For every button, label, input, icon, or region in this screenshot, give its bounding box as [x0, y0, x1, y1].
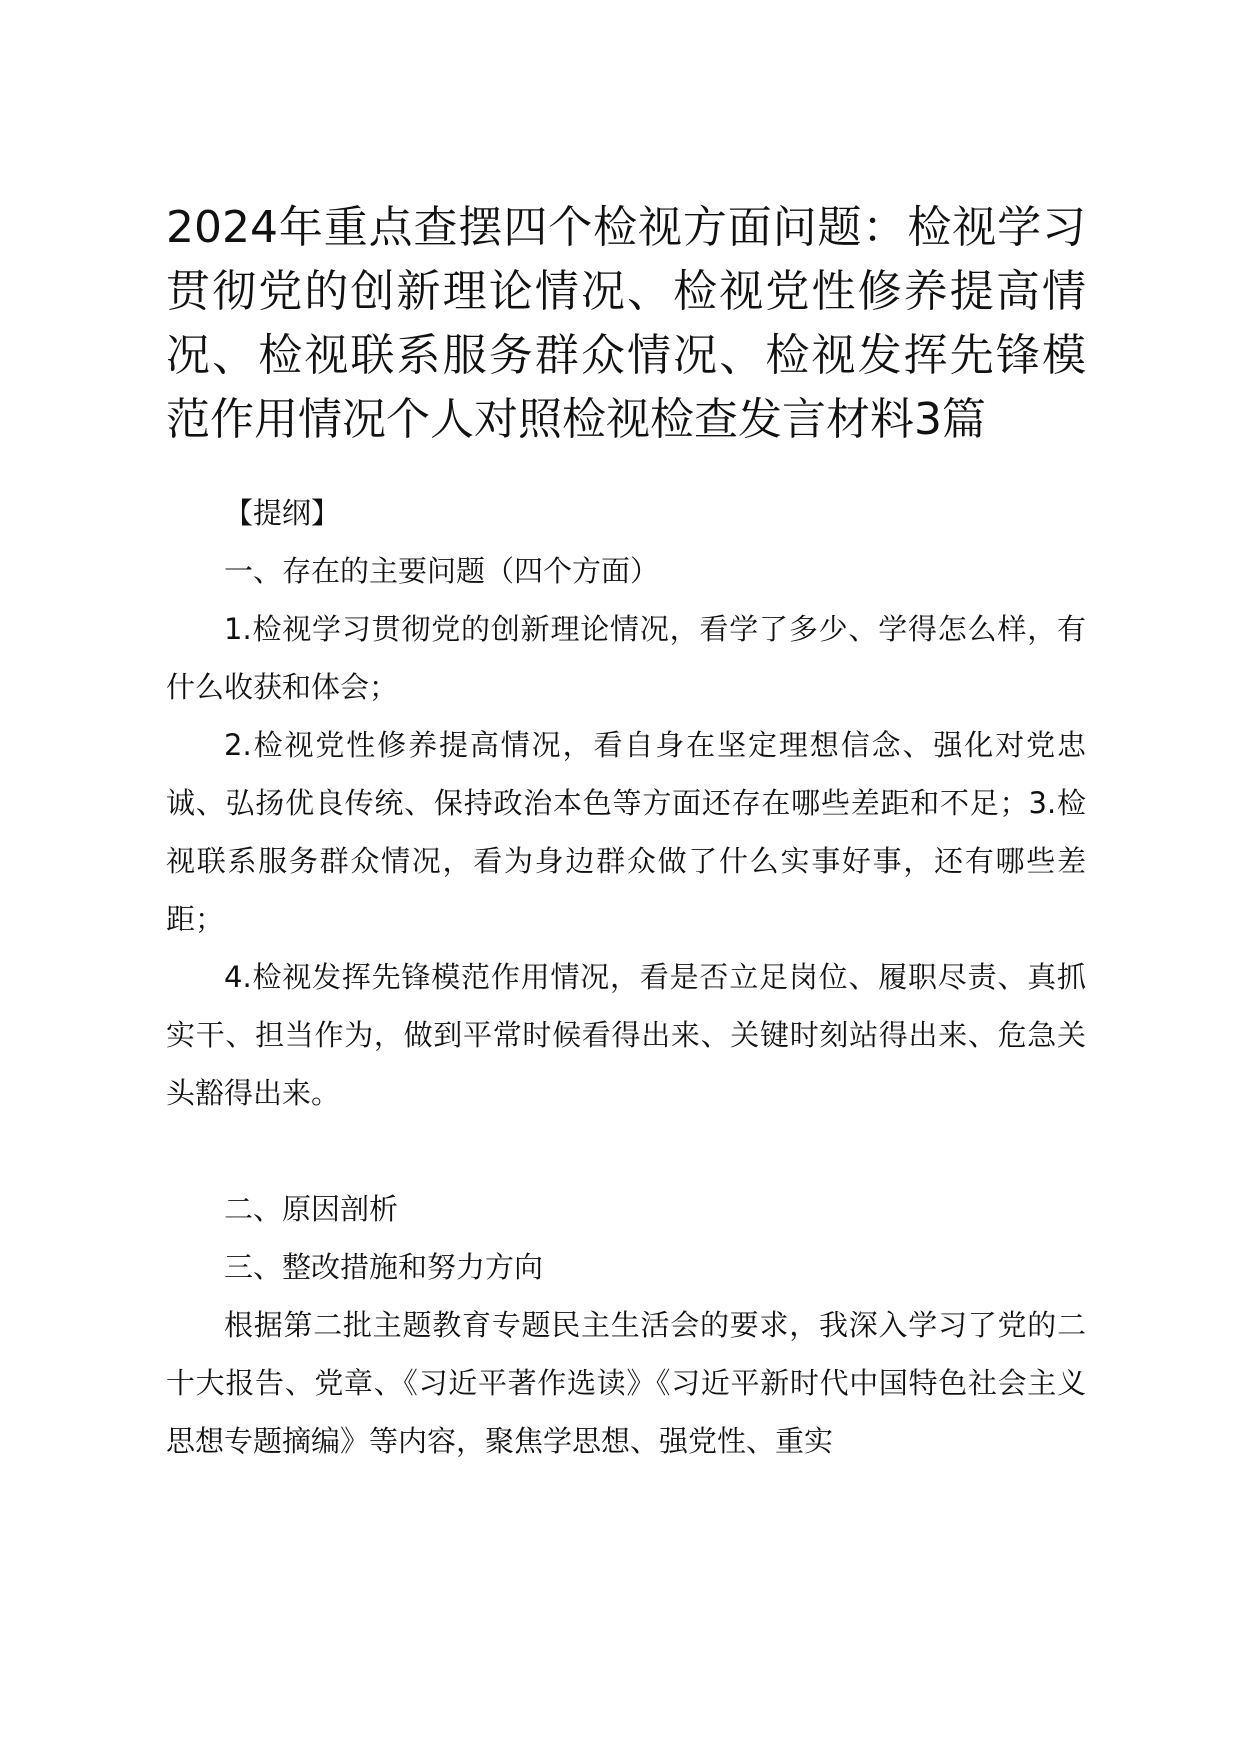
- section-1-item-1: 1.检视学习贯彻党的创新理论情况，看学了多少、学得怎么样，有什么收获和体会；: [166, 612, 1086, 704]
- section-1-item-4: 4.检视发挥先锋模范作用情况，看是否立足岗位、履职尽责、真抓实干、担当作为，做到平常时候看得出来、关键时刻站得出来、危急关头豁得出来。: [166, 960, 1086, 1110]
- section-1-heading: 一、存在的主要问题（四个方面）: [224, 554, 660, 588]
- document-content: [166, 196, 1086, 1470]
- document-body: [166, 484, 1086, 1470]
- section-2-heading: 二、原因剖析: [224, 1192, 399, 1226]
- outline-heading: 【提纲】: [224, 496, 341, 530]
- intro-paragraph: 根据第二批主题教育专题民主生活会的要求，我深入学习了党的二十大报告、党章、《习近平著作选读》《习近平新时代中国特色社会主义思想专题摘编》等内容，聚焦学思想、强党性、重实: [166, 1308, 1086, 1458]
- section-3-heading: 三、整改措施和努力方向: [224, 1250, 544, 1284]
- section-1-item-2-and-3: 2.检视党性修养提高情况，看自身在坚定理想信念、强化对党忠诚、弘扬优良传统、保持政治本色等方面还存在哪些差距和不足；3.检视联系服务群众情况，看为身边群众做了什么实事好事，还有哪些差距；: [166, 728, 1086, 936]
- paragraph-spacer: [166, 1122, 1086, 1180]
- document-title: 2024年重点查摆四个检视方面问题：检视学习贯彻党的创新理论情况、检视党性修养提高情况、检视联系服务群众情况、检视发挥先锋模范作用情况个人对照检视检查发言材料3篇: [166, 202, 1086, 445]
